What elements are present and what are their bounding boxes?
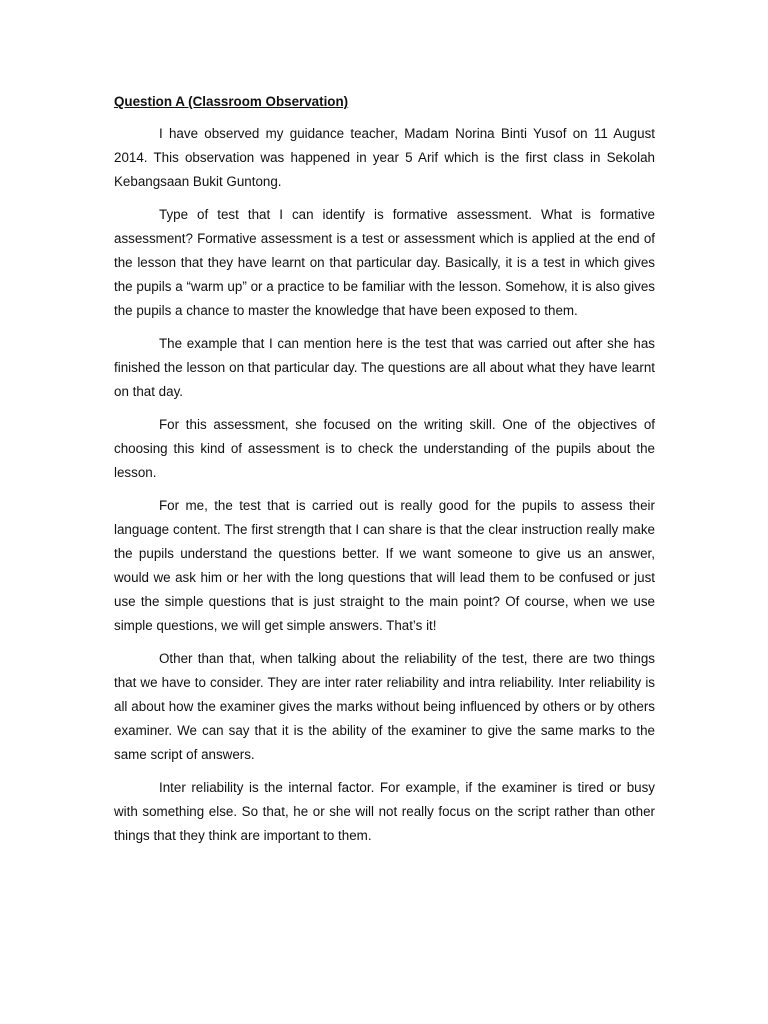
paragraph-observation-intro: I have observed my guidance teacher, Madam Norina Binti Yusof on 11 August 2014. This observation was happened in year 5 Arif which is the first class in Sekolah Kebangsaan Bukit Guntong. [114,126,655,189]
paragraph-strength: For me, the test that is carried out is really good for the pupils to assess their language content. The first strength that I can share is that the clear instruction really make the pupils understand the questions better. If we want someone to give us an answer, would we ask him or her with the long questions that will lead them to be confused or just use the simple questions that is just straight to the main point? Of course, when we use simple questions, we will get simple answers. That’s it! [114,498,655,633]
paragraph-inter-reliability: Inter reliability is the internal factor. For example, if the examiner is tired or busy with something else. So that, he or she will not really focus on the script rather than other things that they think are important to them. [114,780,655,843]
paragraph-writing-skill: For this assessment, she focused on the writing skill. One of the objectives of choosing this kind of assessment is to check the understanding of the pupils about the lesson. [114,417,655,480]
document-body [114,90,655,857]
paragraph-example: The example that I can mention here is the test that was carried out after she has finished the lesson on that particular day. The questions are all about what they have learnt on that day. [114,336,655,399]
paragraph-formative-assessment: Type of test that I can identify is formative assessment. What is formative assessment? Formative assessment is a test or assessment which is applied at the end of the lesson that they have learnt on that particular day. Basically, it is a test in which gives the pupils a “warm up” or a practice to be familiar with the lesson. Somehow, it is also gives the pupils a chance to master the knowledge that have been exposed to them. [114,207,655,318]
paragraph-reliability: Other than that, when talking about the reliability of the test, there are two things that we have to consider. They are inter rater reliability and intra reliability. Inter reliability is all about how the examiner gives the marks without being influenced by others or by others examiner. We can say that it is the ability of the examiner to give the same marks to the same script of answers. [114,651,655,762]
document-heading: Question A (Classroom Observation) [114,94,349,109]
